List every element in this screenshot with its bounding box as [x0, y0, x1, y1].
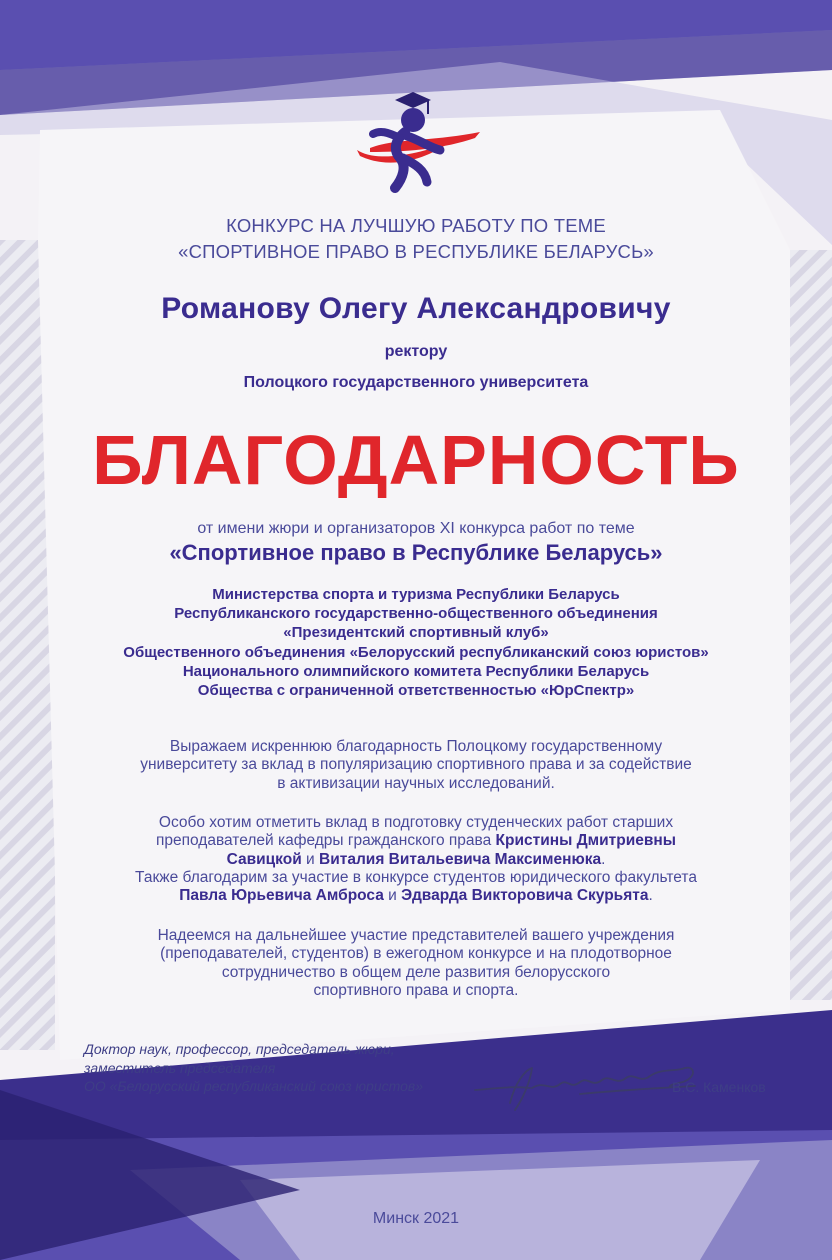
organizer-line: Общественного объединения «Белорусский республиканский союз юристов» — [123, 643, 709, 661]
teacher-name: Савицкой — [226, 850, 302, 868]
paragraph-line: университету за вклад в популяризацию спортивного права и за содействие — [140, 756, 692, 774]
paragraph-line: Особо хотим отметить вклад в подготовку студенческих работ старших — [158, 814, 674, 831]
paragraph-line — [0, 851, 832, 869]
certificate-headline: БЛАГОДАРНОСТЬ — [92, 421, 740, 499]
contest-title-line: «СПОРТИВНОЕ ПРАВО В РЕСПУБЛИКЕ БЕЛАРУСЬ» — [178, 241, 654, 262]
runner-graduation-cap-icon — [355, 90, 485, 195]
student-name: Павла Юрьевича Амброса — [179, 887, 384, 905]
organizer-line: Министерства спорта и туризма Республики Беларусь — [212, 586, 620, 603]
paragraph-text: и — [301, 850, 320, 868]
organizer-line: Национального олимпийского комитета Республики Беларусь — [182, 662, 650, 680]
paragraph-line — [0, 832, 832, 850]
recipient-organization: Полоцкого государственного университета — [243, 374, 589, 391]
paragraph-line: Также благодарим за участие в конкурсе студентов юридического факультета — [135, 868, 697, 886]
contest-title-line: КОНКУРС НА ЛУЧШУЮ РАБОТУ ПО ТЕМЕ — [226, 215, 606, 236]
organizers-list — [0, 585, 832, 700]
paragraph-line — [0, 887, 832, 905]
paragraph-line: спортивного права и спорта. — [313, 981, 519, 999]
paragraph-line: сотрудничество в общем деле развития белорусского — [221, 963, 611, 981]
paragraph-line: Выражаем искреннюю благодарность Полоцкому государственному — [169, 738, 663, 755]
acknowledgement-paragraph — [0, 814, 832, 905]
organizer-line: Общества с ограниченной ответственностью «ЮрСпектр» — [197, 682, 635, 700]
paragraph-line: (преподавателей, студентов) в ежегодном конкурсе и на плодотворное — [160, 945, 672, 963]
signer-line: ОО «Белорусский республиканский союз юристов» — [84, 1078, 424, 1094]
signer-line: заместитель председателя — [84, 1059, 276, 1076]
paragraph-text: . — [601, 850, 606, 868]
recipient-position: ректору — [384, 343, 448, 360]
from-text: от имени жюри и организаторов XI конкурса работ по теме — [197, 520, 635, 537]
student-name: Эдварда Викторовича Скурьята — [401, 887, 649, 905]
closing-paragraph — [0, 927, 832, 1000]
city-year: Минск 2021 — [372, 1210, 460, 1227]
teacher-name: Кристины Дмитриевны — [495, 832, 677, 850]
recipient-name: Романову Олегу Александровичу — [161, 292, 671, 325]
signer-name: В.С. Каменков — [672, 1079, 766, 1095]
paragraph-text: преподавателей кафедры гражданского права — [155, 832, 496, 850]
gratitude-paragraph — [0, 738, 832, 793]
contest-name: «Спортивное право в Республике Беларусь» — [169, 540, 663, 565]
paragraph-text: . — [648, 887, 653, 905]
signer-line: Доктор наук, профессор, председатель жюри, — [84, 1041, 395, 1057]
organizer-line: «Президентский спортивный клуб» — [283, 624, 549, 642]
organizer-line: Республиканского государственно-общественного объединения — [174, 605, 658, 623]
contest-title — [0, 213, 832, 265]
paragraph-text: и — [383, 887, 402, 905]
signer-title — [84, 1040, 423, 1096]
paragraph-line: в активизации научных исследований. — [277, 774, 555, 792]
teacher-name: Виталия Витальевича Максименюка — [319, 850, 602, 868]
paragraph-line: Надеемся на дальнейшее участие представителей вашего учреждения — [157, 927, 675, 944]
